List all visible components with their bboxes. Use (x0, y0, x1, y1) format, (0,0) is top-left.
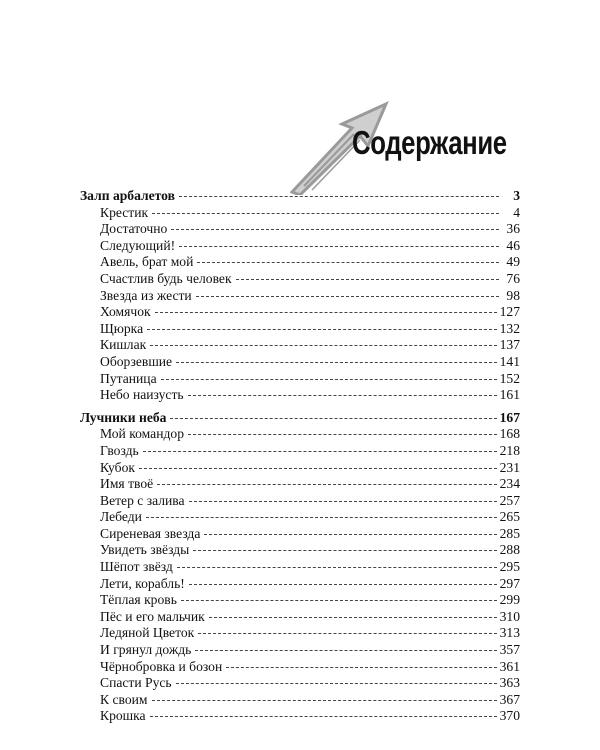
toc-entry (80, 526, 520, 543)
dot-leader (198, 633, 496, 634)
section-title: Залп арбалетов (80, 188, 175, 203)
toc-entry (80, 642, 520, 659)
dot-leader (189, 584, 497, 585)
dot-leader (150, 716, 497, 717)
dot-leader (161, 379, 497, 380)
page-number: 313 (499, 625, 520, 641)
page-number: 167 (499, 409, 520, 425)
entry-title: И грянул дождь (100, 642, 192, 658)
dot-leader (226, 667, 496, 668)
dot-leader (152, 700, 497, 701)
entry-title: Гвоздь (100, 442, 139, 458)
entry-title: Крошка (100, 708, 146, 724)
entry-title: Небо наизусть (100, 387, 184, 403)
entry-title: Крестик (100, 204, 149, 220)
toc-entry (80, 426, 520, 443)
toc-section (80, 410, 520, 725)
page-number: 367 (499, 691, 520, 707)
entry-title: Сиреневая звезда (100, 525, 201, 541)
dot-leader (179, 246, 499, 247)
entry-title: Шёпот звёзд (100, 559, 173, 575)
dot-leader (193, 550, 496, 551)
page-number: 295 (499, 559, 520, 575)
dot-leader (171, 229, 499, 230)
page-number: 141 (499, 353, 520, 369)
entry-title: Оборзевшие (100, 353, 173, 369)
toc-entry (80, 675, 520, 692)
page-number: 76 (506, 270, 520, 286)
page-number: 265 (499, 509, 520, 525)
toc-section-heading (80, 188, 520, 205)
entry-title: Хомячок (100, 304, 151, 320)
dot-leader (197, 262, 499, 263)
dot-leader (143, 451, 497, 452)
dot-leader (146, 517, 497, 518)
page-number: 310 (499, 608, 520, 624)
toc-entry (80, 576, 520, 593)
entry-title: К своим (100, 691, 148, 707)
page-number: 132 (499, 320, 520, 336)
toc-entry (80, 371, 520, 388)
page-number: 234 (499, 476, 520, 492)
toc-entry (80, 592, 520, 609)
dot-leader (196, 296, 499, 297)
page-number: 257 (499, 492, 520, 508)
entry-title: Имя твоё (100, 476, 154, 492)
entry-title: Пёс и его мальчик (100, 608, 205, 624)
page-number: 4 (513, 204, 520, 220)
entry-title: Ледяной Цветок (100, 625, 195, 641)
page-number: 361 (499, 658, 520, 674)
dot-leader (176, 683, 497, 684)
entry-title: Щюрка (100, 320, 144, 336)
toc-entry (80, 238, 520, 255)
page-number: 46 (506, 237, 520, 253)
entry-title: Мой командор (100, 426, 184, 442)
toc-entry (80, 321, 520, 338)
dot-leader (189, 501, 497, 502)
page-number: 231 (499, 459, 520, 475)
dot-leader (181, 600, 497, 601)
dot-leader (195, 650, 496, 651)
entry-title: Путаница (100, 370, 157, 386)
page-number: 299 (499, 592, 520, 608)
page-number: 152 (499, 370, 520, 386)
page-number: 363 (499, 675, 520, 691)
toc-entry (80, 708, 520, 725)
dot-leader (176, 362, 497, 363)
toc-entry (80, 692, 520, 709)
table-of-contents (80, 188, 520, 731)
entry-title: Счастлив будь человек (100, 270, 232, 286)
toc-entry (80, 559, 520, 576)
dot-leader (209, 617, 497, 618)
toc-entry (80, 221, 520, 238)
toc-entry (80, 542, 520, 559)
entry-title: Авель, брат мой (100, 254, 194, 270)
dot-leader (188, 434, 497, 435)
dot-leader (155, 312, 497, 313)
entry-title: Кубок (100, 459, 135, 475)
page-title: Содержание (352, 124, 507, 161)
toc-section-heading (80, 410, 520, 427)
dot-leader (179, 196, 499, 197)
toc-entry (80, 659, 520, 676)
dot-leader (150, 345, 496, 346)
dot-leader (204, 534, 496, 535)
page-number: 3 (513, 188, 520, 203)
entry-title: Тёплая кровь (100, 592, 177, 608)
page-number: 49 (506, 254, 520, 270)
entry-title: Кишлак (100, 337, 147, 353)
entry-title: Следующий! (100, 237, 176, 253)
toc-entry (80, 304, 520, 321)
page-number: 370 (499, 708, 520, 724)
toc-entry (80, 205, 520, 222)
page-number: 297 (499, 575, 520, 591)
toc-entry (80, 387, 520, 404)
toc-entry (80, 493, 520, 510)
toc-entry (80, 254, 520, 271)
page-number: 168 (499, 426, 520, 442)
dot-leader (152, 213, 499, 214)
page-number: 98 (506, 287, 520, 303)
entry-title: Лети, корабль! (100, 575, 185, 591)
toc-entry (80, 460, 520, 477)
entry-title: Спасти Русь (100, 675, 172, 691)
page-number: 161 (499, 387, 520, 403)
dot-leader (147, 329, 497, 330)
toc-entry (80, 337, 520, 354)
entry-title: Достаточно (100, 221, 168, 237)
entry-title: Звезда из жести (100, 287, 192, 303)
toc-entry (80, 288, 520, 305)
page-number: 357 (499, 642, 520, 658)
entry-title: Увидеть звёзды (100, 542, 190, 558)
toc-entry (80, 609, 520, 626)
toc-entry (80, 476, 520, 493)
entry-title: Лебеди (100, 509, 142, 525)
dot-leader (236, 279, 499, 280)
dot-leader (157, 484, 496, 485)
page-number: 218 (499, 442, 520, 458)
page-number: 127 (499, 304, 520, 320)
toc-entry (80, 443, 520, 460)
page-number: 285 (499, 525, 520, 541)
dot-leader (177, 567, 497, 568)
entry-title: Чёрнобровка и бозон (100, 658, 223, 674)
page-header (0, 0, 600, 200)
page-number: 36 (506, 221, 520, 237)
dot-leader (188, 395, 497, 396)
page-number: 137 (499, 337, 520, 353)
entry-title: Ветер с залива (100, 492, 185, 508)
section-title: Лучники неба (80, 409, 167, 425)
toc-entry (80, 354, 520, 371)
toc-entry (80, 271, 520, 288)
toc-entry (80, 625, 520, 642)
toc-section (80, 188, 520, 404)
toc-entry (80, 509, 520, 526)
dot-leader (170, 418, 496, 419)
page-number: 288 (499, 542, 520, 558)
dot-leader (139, 468, 497, 469)
